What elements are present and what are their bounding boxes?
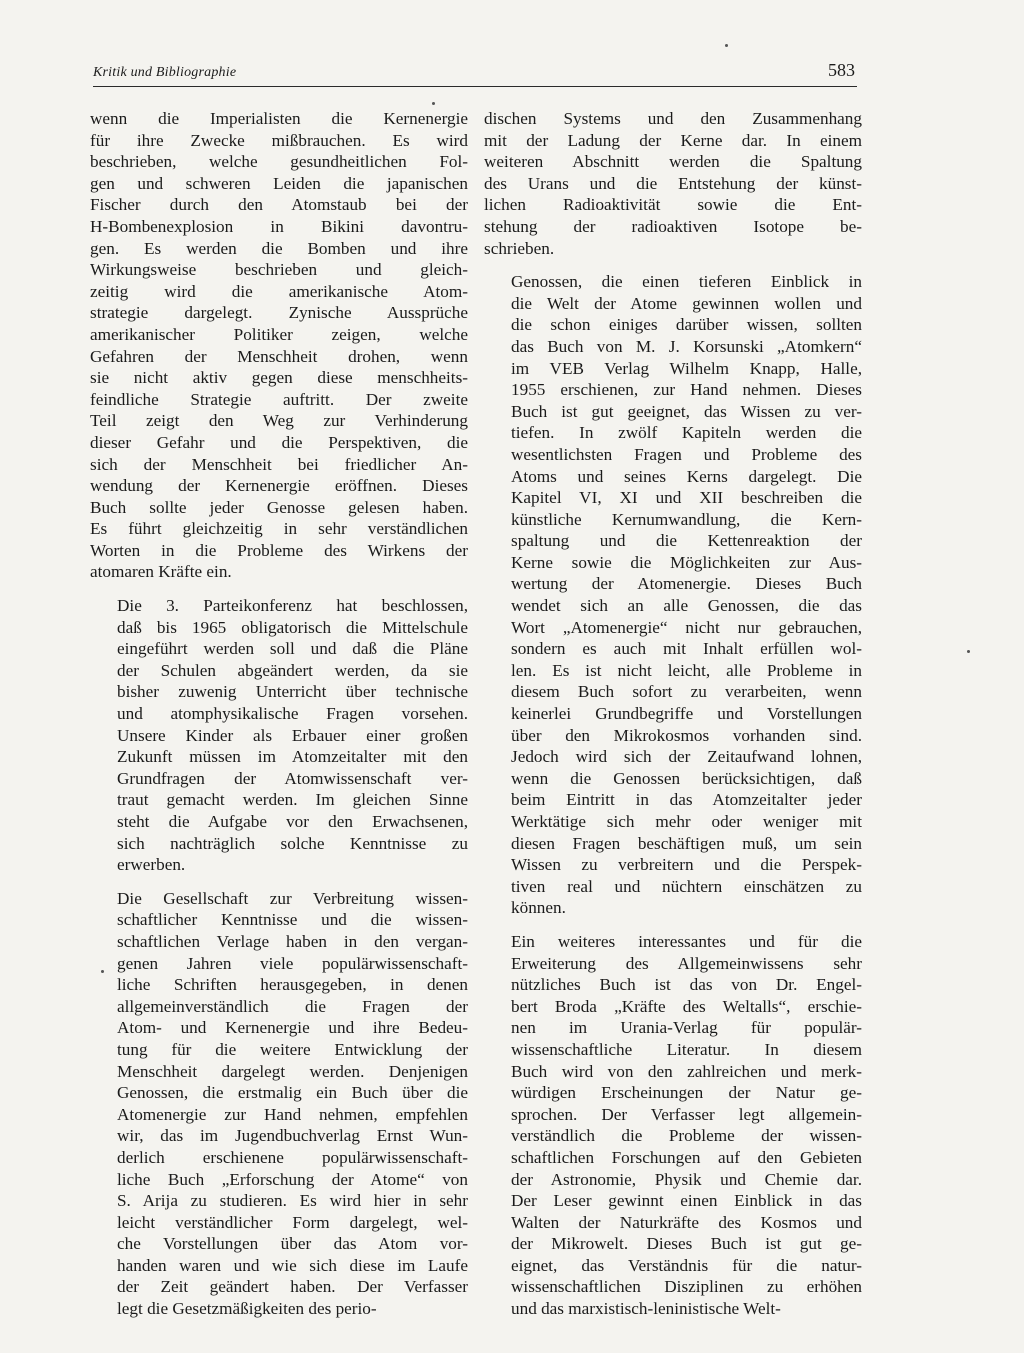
paragraph xyxy=(90,595,468,876)
text-line: mit der Ladung der Kerne dar. In einem xyxy=(484,130,862,150)
text-line: liche Buch „Erforschung der Atome“ von xyxy=(117,1169,468,1189)
text-line: Grundfragen der Atomwissenschaft ver- xyxy=(117,768,468,788)
text-line: diesem Buch sofort zu verarbeiten, wenn xyxy=(511,682,862,702)
text-line: Jedoch wird sich der Zeitaufwand lohnen, xyxy=(511,747,862,767)
text-line: künstliche Kernumwandlung, die Kern- xyxy=(511,509,862,529)
text-line: sich nachträglich solche Kenntnisse zu xyxy=(117,833,468,853)
text-line: wenn die Genossen berücksichtigen, daß xyxy=(511,768,862,788)
text-line: Der Leser gewinnt einen Einblick in das xyxy=(511,1191,862,1211)
text-line: leicht verständlicher Form dargelegt, wel- xyxy=(117,1212,468,1232)
text-line: derlich erschienene populärwissenschaft- xyxy=(117,1147,468,1167)
text-line: wertung der Atomenergie. Dieses Buch xyxy=(511,574,862,594)
text-line: traut gemacht werden. Im gleichen Sinne xyxy=(117,790,468,810)
paragraph xyxy=(90,888,468,1320)
paragraph xyxy=(484,931,862,1320)
text-line: lichen Radioaktivität sowie die Ent- xyxy=(484,195,862,215)
text-line: würdigen Erscheinungen der Natur ge- xyxy=(511,1083,862,1103)
text-line: das Buch von M. J. Korsunski „Atomkern“ xyxy=(511,336,862,356)
text-line: tung für die weitere Entwicklung der xyxy=(117,1039,468,1059)
text-line: der Schulen abgeändert werden, da sie xyxy=(117,660,468,680)
text-line: eignet, das Verständnis für die natur- xyxy=(511,1255,862,1275)
text-line: amerikanischer Politiker zeigen, welche xyxy=(90,324,468,344)
paragraph xyxy=(90,108,468,583)
text-line: Menschheit dargelegt werden. Denjenigen xyxy=(117,1061,468,1081)
text-line: über den Mikrokosmos vorhanden sind. xyxy=(511,725,862,745)
text-line: Teil zeigt den Weg zur Verhinderung xyxy=(90,411,468,431)
text-line: Gefahren der Menschheit drohen, wenn xyxy=(90,346,468,366)
text-line: H-Bombenexplosion in Bikini davontru- xyxy=(90,216,468,236)
text-line: allgemeinverständlich die Fragen der xyxy=(117,996,468,1016)
text-line: die Welt der Atome gewinnen wollen und xyxy=(511,293,862,313)
text-line: wenn die Imperialisten die Kernenergie xyxy=(90,109,468,128)
text-line: und das marxistisch-leninistische Welt- xyxy=(511,1299,781,1319)
text-line: Buch ist gut geeignet, das Wissen zu ver- xyxy=(511,401,862,421)
text-line: che Vorstellungen über das Atom vor- xyxy=(117,1234,468,1254)
text-line: im VEB Verlag Wilhelm Knapp, Halle, xyxy=(511,358,862,378)
text-line: strategie dargelegt. Zynische Aussprüche xyxy=(90,303,468,323)
text-line: spaltung und die Kettenreaktion der xyxy=(511,531,862,551)
running-head: Kritik und Bibliographie xyxy=(93,65,237,80)
text-line: der Astronomie, Physik und Chemie dar. xyxy=(511,1169,862,1189)
text-line: und atomphysikalische Fragen vorsehen. xyxy=(117,704,468,724)
page-header xyxy=(93,56,857,87)
text-line: Ein weiteres interessantes und für die xyxy=(511,931,862,951)
text-line: wendung der Kernenergie eröffnen. Dieses xyxy=(90,476,468,496)
page-number: 583 xyxy=(828,60,855,80)
text-line: weiteren Abschnitt werden die Spaltung xyxy=(484,152,862,172)
text-line: sich der Menschheit bei friedlicher An- xyxy=(90,454,468,474)
text-line: verständlich die Probleme der wissen- xyxy=(511,1126,862,1146)
text-line: dischen Systems und den Zusammenhang xyxy=(484,109,862,128)
print-speck xyxy=(101,970,104,973)
text-line: schaftlichen Verlage haben in den vergan- xyxy=(117,931,468,951)
text-line: schrieben. xyxy=(484,238,555,258)
text-line: handen waren und wie sich diese im Laufe xyxy=(117,1255,468,1275)
text-line: für ihre Zwecke mißbrauchen. Es wird xyxy=(90,130,468,150)
text-line: wissenschaftliche Literatur. In diesem xyxy=(511,1039,862,1059)
text-line: wissenschaftlichen Disziplinen zu erhöhen xyxy=(511,1277,862,1297)
text-line: wendet sich an alle Genossen, die das xyxy=(511,596,862,616)
text-line: tiven real und nüchtern einschätzen zu xyxy=(511,876,862,896)
text-line: genen Jahren viele populärwissenschaft- xyxy=(117,953,468,973)
text-line: Die 3. Parteikonferenz hat beschlossen, xyxy=(117,596,468,616)
text-line: nen im Urania-Verlag für populär- xyxy=(511,1018,862,1038)
text-line: Genossen, die einen tieferen Einblick in xyxy=(511,272,862,292)
text-line: legt die Gesetzmäßigkeiten des perio- xyxy=(117,1299,377,1319)
text-line: stehung der radioaktiven Isotope be- xyxy=(484,216,862,236)
text-line: eingeführt werden soll und daß die Pläne xyxy=(117,639,468,659)
text-line: Walten der Naturkräfte des Kosmos und xyxy=(511,1212,862,1232)
text-line: Unsere Kinder als Erbauer einer großen xyxy=(117,725,468,745)
text-line: bert Broda „Kräfte des Weltalls“, erschie- xyxy=(511,996,862,1016)
text-line: wesentlichsten Fragen und Probleme des xyxy=(511,444,862,464)
text-line: erwerben. xyxy=(117,855,186,875)
text-line: sprochen. Der Verfasser legt allgemein- xyxy=(511,1104,862,1124)
print-speck xyxy=(725,44,728,47)
text-line: Atomenergie zur Hand nehmen, empfehlen xyxy=(117,1104,468,1124)
text-line: Atoms und seines Kerns dargelegt. Die xyxy=(511,466,862,486)
text-line: steht die Aufgabe vor den Erwachsenen, xyxy=(117,812,468,831)
text-line: schaftlichen Forschungen auf den Gebieten xyxy=(511,1147,862,1167)
print-speck xyxy=(967,650,970,653)
text-line: der Zeit geändert haben. Der Verfasser xyxy=(117,1277,468,1297)
text-line: Atom- und Kernenergie und ihre Bedeu- xyxy=(117,1018,468,1038)
text-line: Zukunft müssen im Atomzeitalter mit den xyxy=(117,747,468,767)
text-line: dieser Gefahr und die Perspektiven, die xyxy=(90,432,468,452)
text-line: Fischer durch den Atomstaub bei der xyxy=(90,195,468,215)
text-line: feindliche Strategie auftritt. Der zweite xyxy=(90,389,468,409)
text-line: gen. Es werden die Bomben und ihre xyxy=(90,238,468,258)
text-line: daß bis 1965 obligatorisch die Mittelschule xyxy=(117,617,468,637)
text-line: Buch sollte jeder Genosse gelesen haben. xyxy=(90,497,468,517)
text-line: der Mikrowelt. Dieses Buch ist gut ge- xyxy=(511,1234,862,1254)
text-line: diesen Fragen beschäftigen muß, um sein xyxy=(511,833,862,853)
text-line: zeitig wird die amerikanische Atom- xyxy=(90,281,468,301)
text-line: Wissen zu verbreitern und die Perspek- xyxy=(511,855,862,875)
text-line: atomaren Kräfte ein. xyxy=(90,562,232,582)
text-line: len. Es ist nicht leicht, alle Probleme in xyxy=(511,660,862,680)
print-speck xyxy=(432,102,435,105)
paragraph xyxy=(484,271,862,919)
left-column xyxy=(90,108,468,1332)
text-line: Die Gesellschaft zur Verbreitung wissen- xyxy=(117,888,468,908)
text-line: tiefen. In zwölf Kapiteln werden die xyxy=(511,423,862,443)
paragraph xyxy=(484,108,862,259)
text-line: Genossen, die erstmalig ein Buch über die xyxy=(117,1083,468,1103)
text-line: schaftlicher Kenntnisse und die wissen- xyxy=(117,910,468,930)
text-line: Wort „Atomenergie“ nicht nur gebrauchen, xyxy=(511,617,862,637)
text-line: Kapitel VI, XI und XII beschreiben die xyxy=(511,488,862,508)
text-line: liche Schriften herausgegeben, in denen xyxy=(117,975,468,995)
text-line: nützliches Buch ist das von Dr. Engel- xyxy=(511,975,862,995)
text-line: beim Eintritt in das Atomzeitalter jeder xyxy=(511,790,862,810)
text-line: Kerne sowie die Möglichkeiten zur Aus- xyxy=(511,552,862,572)
text-line: Buch wird von den zahlreichen und merk- xyxy=(511,1061,862,1081)
text-line: 1955 erschienen, zur Hand nehmen. Dieses xyxy=(511,380,862,400)
text-line: S. Arija zu studieren. Es wird hier in sehr xyxy=(117,1191,468,1211)
text-line: sie nicht aktiv gegen diese menschheits- xyxy=(90,368,468,388)
text-line: beschrieben, welche gesundheitlichen Fol- xyxy=(90,152,468,172)
text-line: gen und schweren Leiden die japanischen xyxy=(90,173,468,193)
right-column xyxy=(484,108,862,1332)
text-line: Wirkungsweise beschrieben und gleich- xyxy=(90,260,468,280)
text-line: bisher zuwenig Unterricht über technische xyxy=(117,682,468,702)
text-line: Worten in die Probleme des Wirkens der xyxy=(90,540,468,560)
text-line: Es führt gleichzeitig in sehr verständlichen xyxy=(90,519,468,539)
text-line: des Urans und die Entstehung der künst- xyxy=(484,173,862,193)
text-line: die schon einiges darüber wissen, sollten xyxy=(511,315,862,335)
text-line: können. xyxy=(511,898,566,918)
text-line: Werktätige sich mehr oder weniger mit xyxy=(511,812,862,831)
text-line: Erweiterung des Allgemeinwissens sehr xyxy=(511,953,862,973)
text-line: wir, das im Jugendbuchverlag Ernst Wun- xyxy=(117,1126,468,1146)
text-line: sondern es auch mit Inhalt erfüllen wol- xyxy=(511,639,862,659)
text-line: keinerlei Grundbegriffe und Vorstellungen xyxy=(511,704,862,724)
